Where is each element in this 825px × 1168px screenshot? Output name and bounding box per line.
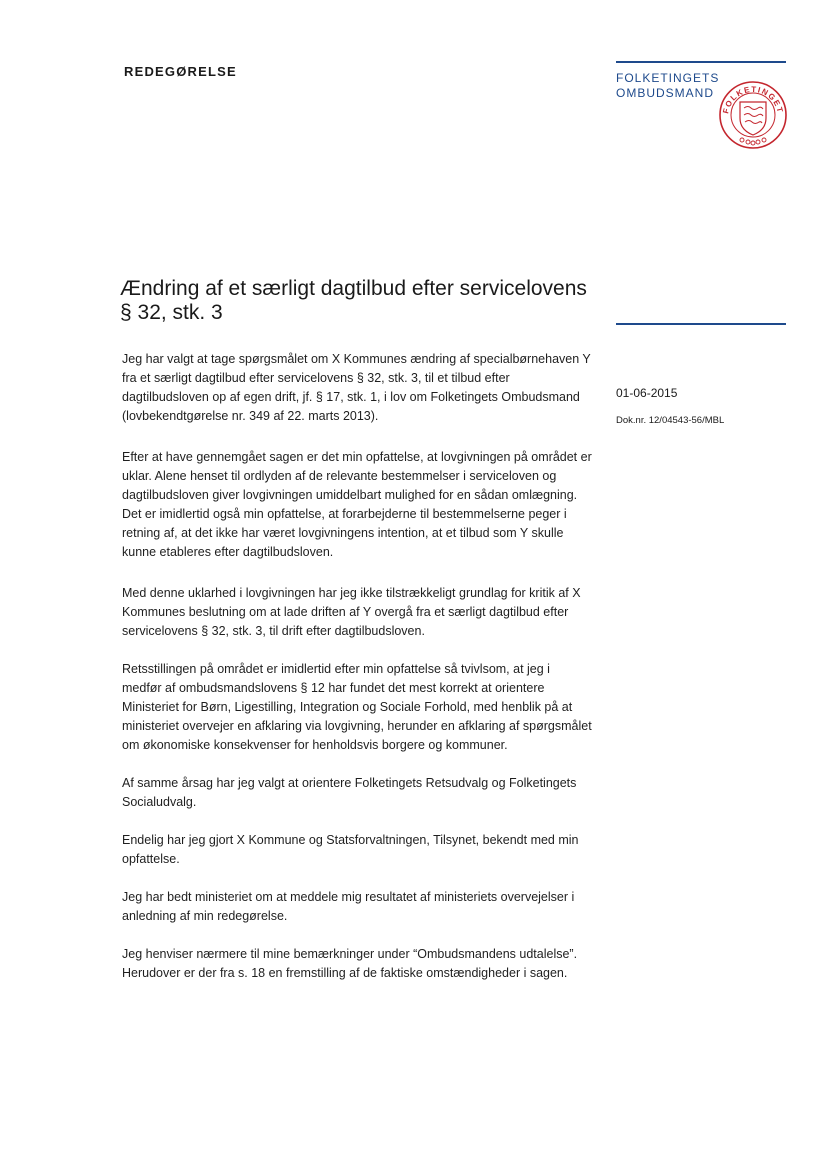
paragraph: Med denne uklarhed i lovgivningen har jeg ikke tilstrækkeligt grundlag for kritik af X Kommunes beslutning om at lade driften af Y overgå fra et særligt dagtilbud efter servicelovens § 32, stk. 3, til drift efter dagtilbudsloven. <box>122 586 581 638</box>
paragraph: Af samme årsag har jeg valgt at orientere Folketingets Retsudvalg og Folketingets Socialudvalg. <box>122 776 577 809</box>
paragraph: Efter at have gennemgået sagen er det min opfattelse, at lovgivningen på området er uklar. Alene henset til ordlyden af de relevante bestemmelser i serviceloven og dagtilbudsloven giver lovgivningen umiddelbart mulighed for en sådan omlægning. Det er imidlertid også min opfattelse, at forarbejderne til bestemmelserne peger i retning af, at det ikke har været lovgivningens intention, at et tilbud som Y skulle kunne etableres efter dagtilbudsloven. <box>122 450 592 559</box>
document-body <box>122 350 592 983</box>
svg-text:FOLKETINGET: FOLKETINGET <box>721 84 785 115</box>
paragraph: Endelig har jeg gjort X Kommune og Statsforvaltningen, Tilsynet, bekendt med min opfattelse. <box>122 833 579 866</box>
paragraph: Jeg har valgt at tage spørgsmålet om X Kommunes ændring af specialbørnehaven Y fra et særligt dagtilbud efter servicelovens § 32, stk. 3, til et tilbud efter dagtilbudsloven op af egen drift, jf. § 17, stk. 1, i lov om Folketingets Ombudsmand (lovbekendtgørelse nr. 349 af 22. marts 2013). <box>122 352 591 423</box>
paragraph: Jeg henviser nærmere til mine bemærkninger under “Ombudsmandens udtalelse”. Herudover er der fra s. 18 en fremstilling af de faktiske omstændigheder i sagen. <box>122 947 578 980</box>
document-number: Dok.nr. 12/04543-56/MBL <box>616 415 725 426</box>
paragraph: Jeg har bedt ministeriet om at meddele mig resultatet af ministeriets overvejelser i anledning af min redegørelse. <box>122 890 575 923</box>
document-type-label: REDEGØRELSE <box>124 64 237 79</box>
document-date: 01-06-2015 <box>616 386 678 400</box>
brand-rule-side <box>616 323 786 325</box>
organization-name-line-1: FOLKETINGETS <box>616 71 720 85</box>
organization-name <box>616 71 719 101</box>
document-title: Ændring af et særligt dagtilbud efter servicelovens § 32, stk. 3 <box>120 277 587 324</box>
paragraph: Retsstillingen på området er imidlertid efter min opfattelse så tvivlsom, at jeg i medfør af ombudsmandslovens § 12 har fundet det mest korrekt at orientere Ministeriet for Børn, Ligestilling, Integration og Sociale Forhold, med henblik på at ministeriet overvejer en afklaring via lovgivning, herunder en afklaring af spørgsmålet om økonomiske konsekvenser for henholdsvis borgere og kommuner. <box>122 662 592 752</box>
organization-name-line-2: OMBUDSMAND <box>616 86 715 100</box>
brand-rule-top <box>616 61 786 63</box>
parliament-seal-icon <box>718 80 788 150</box>
